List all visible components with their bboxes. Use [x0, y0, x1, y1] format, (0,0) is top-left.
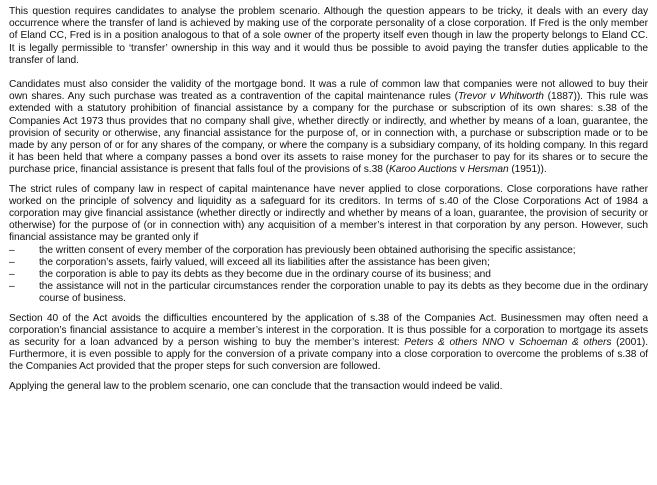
text-run: (1951)).: [508, 164, 547, 176]
list-item: [9, 257, 648, 269]
list-item-text: the written consent of every member of the corporation has previously been obtained authorising the specific assistance;: [39, 244, 576, 256]
case-citation: Trevor v Whitworth: [458, 91, 544, 103]
paragraph-spacer: [9, 67, 648, 79]
dash-bullet: –: [9, 244, 15, 256]
paragraph-spacer: [9, 306, 648, 313]
paragraph-section-40: [9, 313, 648, 374]
case-citation: Peters & others NNO: [404, 337, 505, 349]
conditions-list: [9, 245, 648, 306]
text-run: Section 40 of the Act avoids the difficulties encountered by the application of s.38 of the Companies Act. Businessmen may often need a corporation’s financial assistance to acquire a member’s interest in the corporation. It is thus possible for a corporation to mortgage its assets as security for a loan advanced by a person wishing to buy the member’s interest:: [9, 312, 648, 349]
case-citation: Karoo Auctions: [388, 164, 457, 176]
paragraph-transfer-of-land: This question requires candidates to analyse the problem scenario. Although the question appears to be tricky, it deals with an every day occurrence where the transfer of land is achieved by making use of the corporate personality of a close corporation. If Fred is the only member of Eland CC, Fred is in a position analogous to that of a sole owner of the property itself even though in law the property belongs to Eland CC. It is legally permissible to ‘transfer’ ownership in this way and it would thus be possible to avoid paying the transfer duties applicable to the transfer of land.: [9, 6, 648, 66]
case-citation: Schoeman & others: [519, 337, 612, 349]
list-item: [9, 269, 648, 281]
list-item-text: the corporation’s assets, fairly valued, will exceed all its liabilities after the assistance has been given;: [39, 256, 490, 268]
dash-bullet: –: [9, 269, 15, 281]
dash-bullet: –: [9, 256, 15, 268]
text-run: (2001). Furthermore, it is even possible to apply for the conversion of a private company into a close corporation to overcome the problems of s.38 of the Companies Act provided that the proper steps for such conversion are followed.: [9, 337, 648, 373]
paragraph-spacer: [9, 177, 648, 184]
dash-bullet: –: [9, 281, 15, 293]
list-item: [9, 281, 648, 305]
text-run: (1887)). This rule was extended with a statutory prohibition of financial assistance by a company for the purchase or subscription of its own shares: s.38 of the Companies Act 1973 thus provides that no company shall give, whether directly or indirectly, and whether by means of a loan, guarantee, the provision of security or otherwise, any financial assistance for the purpose of, or in connection with, a purchase or subscription made or to be made by any person of or for any shares of the company, or where the company is a subsidiary company, of its holding company. In this regard it has been held that where a company passes a bond over its assets to raise money for the purchaser to pay for its shares or to secure the purchase price, financial assistance is present that falls foul of the provisions of s.38 (: [9, 91, 648, 176]
text-run: v: [504, 337, 520, 349]
list-item-text: the assistance will not in the particular circumstances render the corporation unable to pay its debts as they become due in the ordinary course of business.: [39, 281, 648, 305]
text-run: v: [456, 164, 468, 176]
text-run: Candidates must also consider the validity of the mortgage bond. It was a rule of common law that companies were not allowed to buy their own shares. Any such purchase was treated as a contravention of the capital maintenance rules (: [9, 79, 648, 103]
list-item-text: the corporation is able to pay its debts as they become due in the ordinary course of its business; and: [39, 269, 491, 281]
paragraph-mortgage-bond: [9, 79, 648, 177]
list-item: [9, 245, 648, 257]
paragraph-conclusion: Applying the general law to the problem scenario, one can conclude that the transaction would indeed be valid.: [9, 380, 503, 392]
case-citation: Hersman: [467, 164, 509, 176]
paragraph-close-corporations: The strict rules of company law in respect of capital maintenance have never applied to close corporations. Close corporations have rather worked on the principle of solvency and liquidity as a safeguard for its creditors. In terms of s.40 of the Close Corporations Act of 1984 a corporation may give financial assistance (whether directly or indirectly and whether by means of a loan, guarantee, the provision of security or otherwise) for the purpose of (or in connection with) any acquisition of a member’s interest in that corporation by any person. However, such financial assistance may be granted only if: [9, 183, 648, 244]
paragraph-spacer: [9, 374, 648, 381]
